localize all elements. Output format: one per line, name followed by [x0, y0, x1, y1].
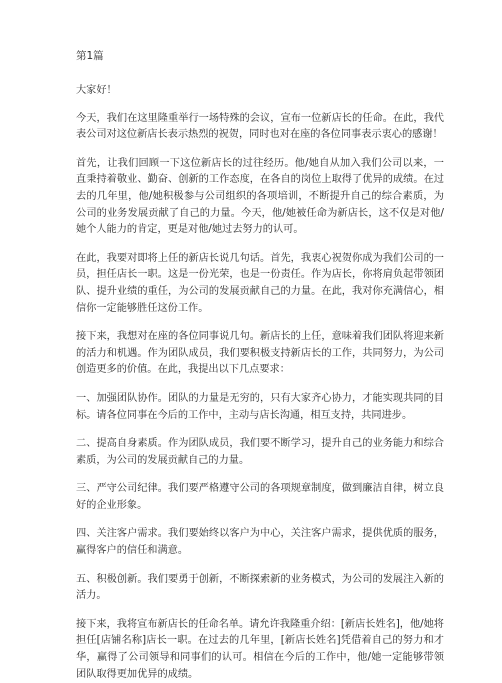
paragraph-requirement-1: 一、加强团队协作。团队的力量是无穷的，只有大家齐心协力，才能实现共同的目标。请各位同事在今后的工作中，主动与店长沟通，相互支持，共同进步。 — [76, 392, 444, 421]
paragraph-message-to-colleagues: 接下来，我想对在座的各位同事说几句。新店长的上任，意味着我们团队将迎来新的活力和机遇。作为团队成员，我们要积极支持新店长的工作，共同努力，为公司创造更多的价值。在此，我提出以下几点要求： — [76, 331, 444, 376]
section-heading: 第1篇 — [76, 50, 104, 62]
paragraph-requirement-3: 三、严守公司纪律。我们要严格遵守公司的各项规章制度，做到廉洁自律，树立良好的企业形象。 — [76, 483, 444, 511]
paragraph-background: 首先，让我们回顾一下这位新店长的过往经历。他/她自从加入我们公司以来，一直秉持着敬业、勤奋、创新的工作态度，在各自的岗位上取得了优异的成绩。在过去的几年里，他/她积极参与公司组织的各项培训，不断提升自己的综合素质，为公司的业务发展贡献了自己的力量。今天，他/她被任命为新店长，这不仅是对他/她个人能力的肯定，更是对他/她过去努力的认可。 — [76, 157, 444, 236]
paragraph-greeting: 大家好！ — [76, 85, 117, 96]
paragraph-announcement: 今天，我们在这里隆重举行一场特殊的会议，宣布一位新店长的任命。在此，我代表公司对这位新店长表示热烈的祝贺，同时也对在座的各位同事表示衷心的感谢！ — [76, 112, 444, 141]
paragraph-appointment: 接下来，我将宣布新店长的任命名单。请允许我隆重介绍：[新店长姓名]，他/她将担任[店铺名称]店长一职。在过去的几年里，[新店长姓名]凭借着自己的努力和才华，赢得了公司领导和同事们的认可。相信在今后的工作中，他/她一定能够带领团队取得更加优异的成绩。 — [76, 618, 444, 680]
paragraph-requirement-4: 四、关注客户需求。我们要始终以客户为中心，关注客户需求，提供优质的服务，赢得客户的信任和满意。 — [76, 528, 444, 557]
paragraph-message-to-manager: 在此，我要对即将上任的新店长说几句话。首先，我衷心祝贺你成为我们公司的一员，担任店长一职。这是一份光荣，也是一份责任。作为店长，你将肩负起带领团队、提升业绩的重任，为公司的发展贡献自己的力量。在此，我对你充满信心，相信你一定能够胜任这份工作。 — [76, 252, 444, 314]
paragraph-requirement-5: 五、积极创新。我们要勇于创新，不断探索新的业务模式，为公司的发展注入新的活力。 — [76, 573, 444, 602]
paragraph-requirement-2: 二、提高自身素质。作为团队成员，我们要不断学习，提升自己的业务能力和综合素质，为公司的发展贡献自己的力量。 — [76, 438, 444, 466]
